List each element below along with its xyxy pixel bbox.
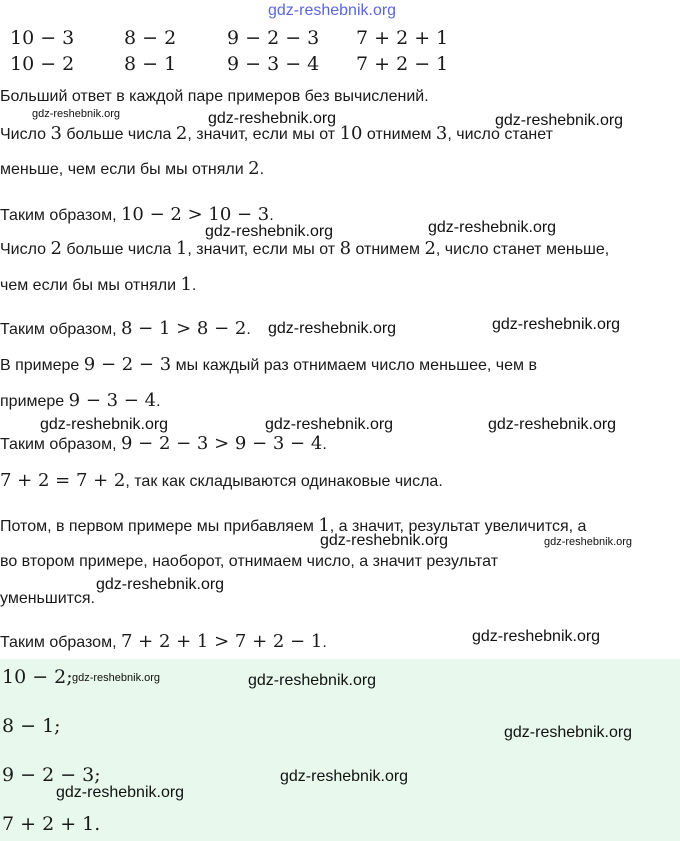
paragraph-line: 7 + 2 = 7 + 2, так как складываются одинаковые числа. (0, 470, 443, 491)
watermark: gdz-reshebnik.org (504, 724, 633, 741)
watermark: gdz-reshebnik.org (96, 576, 225, 593)
paragraph-line: Число 3 больше числа 2, значит, если мы от 10 отнимем 3, число станет (0, 123, 553, 144)
example-cell: 9 − 2 − 3 (227, 27, 320, 49)
paragraph-line: Число 2 больше числа 1, значит, если мы от 8 отнимем 2, число станет меньше, (0, 238, 610, 259)
watermark: gdz-reshebnik.org (56, 784, 185, 801)
watermark: gdz-reshebnik.org (205, 223, 334, 240)
paragraph-line: уменьшится. (0, 590, 95, 607)
watermark: gdz-reshebnik.org (488, 416, 617, 433)
paragraph-line: Таким образом, 7 + 2 + 1 > 7 + 2 − 1. (0, 631, 327, 652)
paragraph-line: Таким образом, 9 − 2 − 3 > 9 − 3 − 4. (0, 433, 327, 454)
answer-item: 7 + 2 + 1. (2, 813, 101, 835)
answer-item: 8 − 1; (2, 715, 61, 737)
watermark: gdz-reshebnik.org (32, 108, 121, 120)
watermark: gdz-reshebnik.org (280, 768, 409, 785)
example-cell: 8 − 2 (124, 27, 177, 49)
example-cell: 8 − 1 (124, 53, 177, 75)
paragraph-line: Таким образом, 10 − 2 > 10 − 3. (0, 204, 274, 225)
answer-item: 9 − 2 − 3; (2, 764, 101, 786)
paragraph-line: во втором примере, наоборот, отнимаем число, а значит результат (0, 553, 499, 570)
watermark: gdz-reshebnik.org (495, 112, 624, 129)
paragraph-line: примере 9 − 3 − 4. (0, 390, 161, 411)
header-watermark[interactable]: gdz-reshebnik.org (268, 2, 397, 19)
example-cell: 10 − 2 (10, 53, 75, 75)
paragraph-line: Потом, в первом примере мы прибавляем 1, а значит, результат увеличится, а (0, 515, 587, 536)
answer-item: 10 − 2; (2, 666, 73, 688)
watermark: gdz-reshebnik.org (268, 320, 397, 337)
paragraph-line: Таким образом, 8 − 1 > 8 − 2. (0, 318, 251, 339)
paragraph-line: чем если бы мы отняли 1. (0, 274, 197, 295)
paragraph-line: меньше, чем если бы мы отняли 2. (0, 158, 265, 179)
example-cell: 7 + 2 + 1 (356, 27, 449, 49)
paragraph-line: В примере 9 − 2 − 3 мы каждый раз отнимаем число меньшее, чем в (0, 354, 537, 375)
example-cell: 7 + 2 − 1 (356, 53, 449, 75)
example-cell: 10 − 3 (10, 27, 75, 49)
watermark: gdz-reshebnik.org (265, 416, 394, 433)
watermark: gdz-reshebnik.org (248, 672, 377, 689)
watermark: gdz-reshebnik.org (492, 316, 621, 333)
watermark: gdz-reshebnik.org (208, 110, 337, 127)
watermark: gdz-reshebnik.org (544, 536, 633, 548)
watermark: gdz-reshebnik.org (72, 672, 161, 684)
intro-text: Больший ответ в каждой паре примеров без вычислений. (0, 88, 429, 105)
watermark: gdz-reshebnik.org (40, 416, 169, 433)
example-cell: 9 − 3 − 4 (227, 53, 320, 75)
watermark: gdz-reshebnik.org (472, 628, 601, 645)
watermark: gdz-reshebnik.org (428, 219, 557, 236)
watermark: gdz-reshebnik.org (320, 532, 449, 549)
